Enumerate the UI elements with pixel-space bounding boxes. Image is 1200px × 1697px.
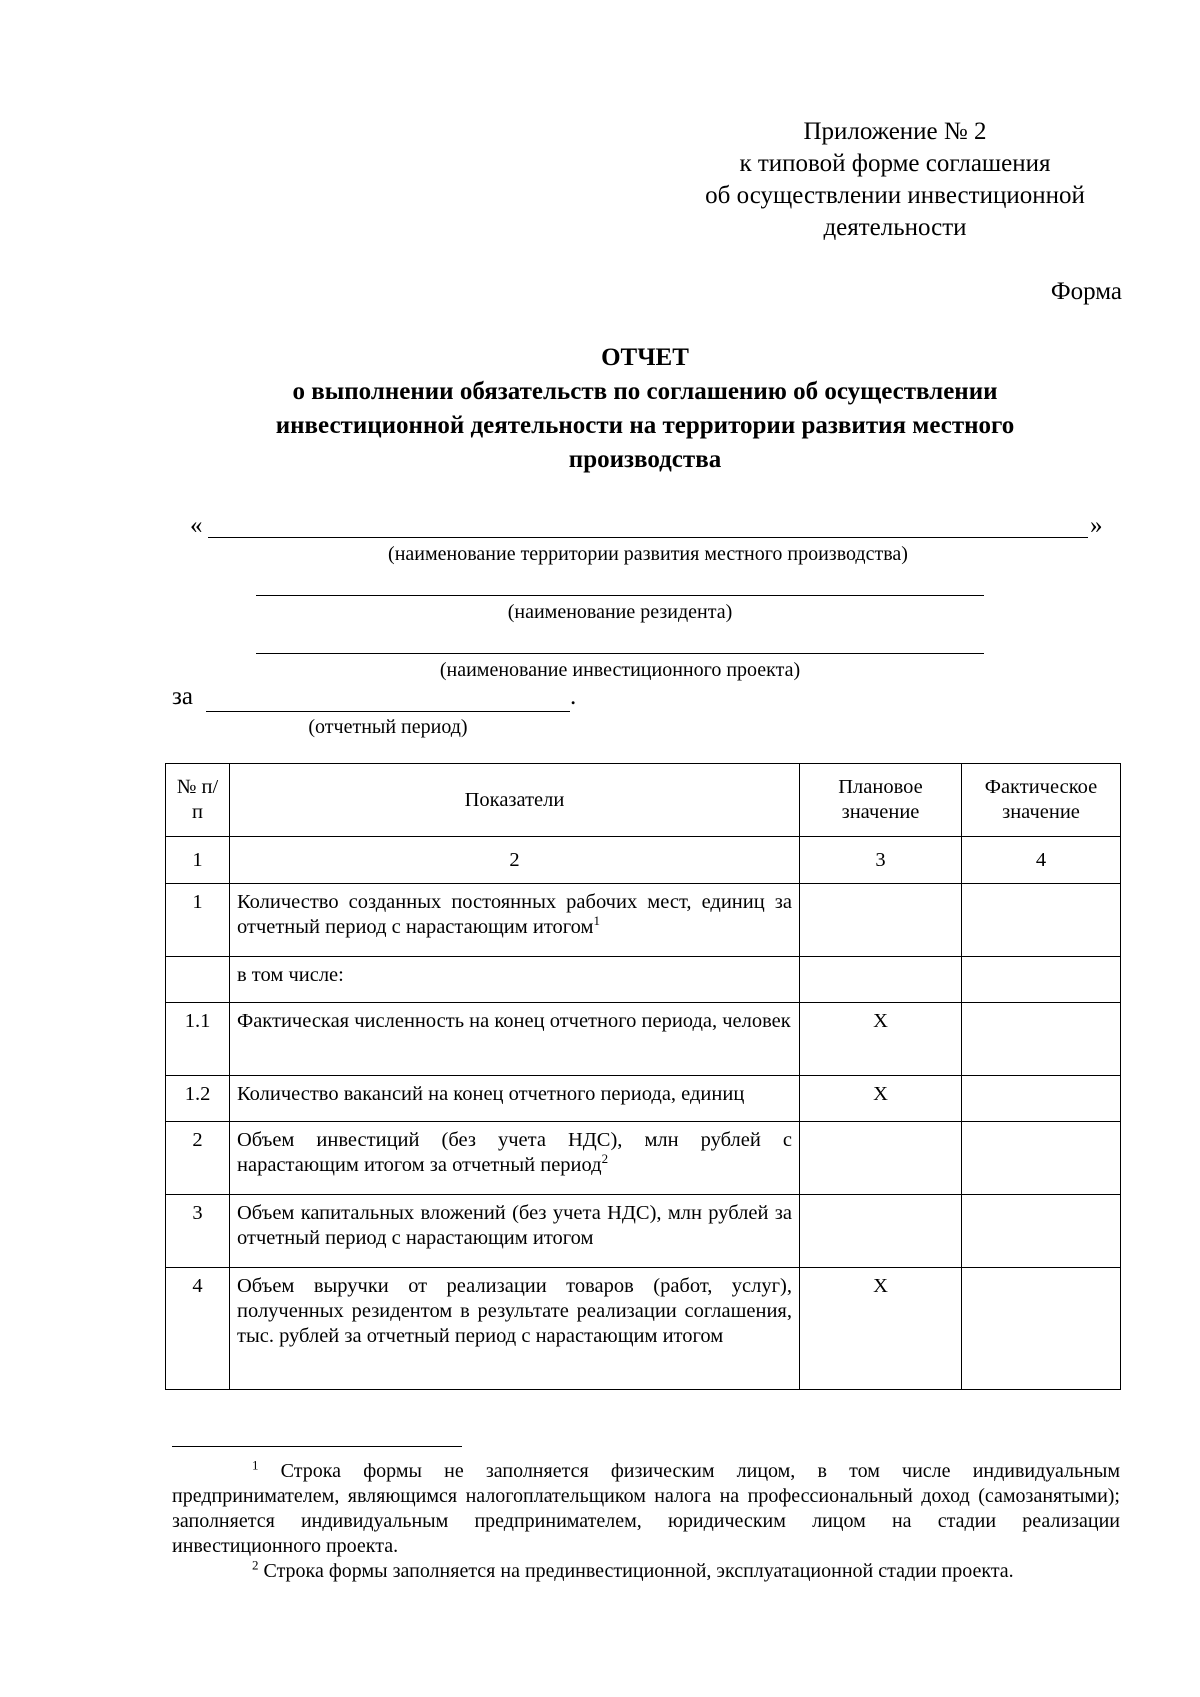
document-title (160, 341, 1130, 477)
table-row (166, 1195, 1121, 1268)
indicator-cell (230, 884, 800, 957)
resident-caption: (наименование резидента) (507, 601, 733, 623)
indicator-cell (230, 1122, 800, 1195)
header-fact: Фактическое значение (962, 764, 1121, 837)
plan-value-cell[interactable] (800, 957, 962, 1003)
plan-value-cell[interactable] (800, 1003, 962, 1076)
row-number-text: 3 (192, 1202, 203, 1224)
row-number-text: 4 (192, 1275, 203, 1297)
row-number-cell (166, 1122, 230, 1195)
title-line-2: о выполнении обязательств по соглашению об осуществлении (292, 378, 998, 405)
indicator-text: Количество созданных постоянных рабочих мест, единиц за отчетный период с нарастающим итогом (237, 891, 792, 938)
appendix-line-2: к типовой форме соглашения (739, 150, 1051, 177)
indicator-text: Объем капитальных вложений (без учета НДС), млн рублей за отчетный период с нарастающим итогом (237, 1202, 792, 1249)
row-number-text: 1.1 (184, 1010, 211, 1032)
close-quote: » (1090, 512, 1103, 539)
project-caption: (наименование инвестиционного проекта) (439, 659, 801, 681)
fact-value-cell[interactable] (962, 1003, 1121, 1076)
footnote-ref: 1 (593, 913, 601, 929)
fact-value-cell[interactable] (962, 1195, 1121, 1268)
indicator-text: Объем инвестиций (без учета НДС), млн рублей с нарастающим итогом за отчетный период (237, 1129, 792, 1176)
footnote-text: Строка формы не заполняется физическим лицом, в том числе индивидуальным предпринимателем, являющимся налогоплательщиком налога на профессиональный доход (самозанятыми); заполняется индивидуальным предпринимателем, юридическим лицом на стадии реализации инвестиционного проекта. (172, 1460, 1120, 1557)
row-number-cell (166, 1003, 230, 1076)
plan-value-text: X (873, 1010, 888, 1032)
project-name-field[interactable] (256, 626, 984, 654)
fact-value-cell[interactable] (962, 884, 1121, 957)
header-plan: Плановое значение (800, 764, 962, 837)
territory-name-field[interactable] (208, 510, 1088, 538)
row-number-cell (166, 957, 230, 1003)
row-number-cell (166, 884, 230, 957)
footnotes (172, 1459, 1120, 1584)
title-line-3: инвестиционной деятельности на территории развития местного (275, 412, 1015, 439)
column-number: 3 (800, 837, 962, 884)
footnote-2 (172, 1559, 1120, 1584)
period-suffix: . (570, 683, 577, 710)
appendix-line-4: деятельности (823, 214, 967, 241)
row-number-text: 2 (192, 1129, 203, 1151)
row-number-cell (166, 1195, 230, 1268)
indicator-text: в том числе: (237, 964, 344, 986)
table-header-row (166, 764, 1121, 837)
appendix-header (670, 116, 1120, 244)
plan-value-cell[interactable] (800, 1195, 962, 1268)
indicator-text: Фактическая численность на конец отчетного периода, человек (237, 1010, 791, 1032)
resident-name-field[interactable] (256, 568, 984, 596)
fact-value-cell[interactable] (962, 957, 1121, 1003)
footnote-1 (172, 1459, 1120, 1559)
period-prefix: за (172, 683, 193, 710)
fact-value-cell[interactable] (962, 1076, 1121, 1122)
indicator-cell (230, 1195, 800, 1268)
footnote-separator (172, 1446, 462, 1447)
column-numbers-row (166, 837, 1121, 884)
row-number-cell (166, 1076, 230, 1122)
indicator-cell (230, 957, 800, 1003)
indicator-cell (230, 1003, 800, 1076)
column-number: 2 (230, 837, 800, 884)
title-line-4: производства (568, 446, 722, 473)
table-row (166, 1003, 1121, 1076)
row-number-cell (166, 1268, 230, 1390)
table-row (166, 884, 1121, 957)
table-row (166, 1076, 1121, 1122)
header-indicator: Показатели (230, 764, 800, 837)
reporting-period-field[interactable] (206, 684, 570, 712)
row-number-text: 1.2 (184, 1083, 211, 1105)
table-row (166, 1268, 1121, 1390)
indicator-cell (230, 1268, 800, 1390)
footnote-ref: 2 (601, 1151, 609, 1167)
plan-value-cell[interactable] (800, 884, 962, 957)
footnote-mark: 1 (252, 1457, 259, 1473)
plan-value-cell[interactable] (800, 1122, 962, 1195)
row-number-text: 1 (192, 891, 203, 913)
indicator-cell (230, 1076, 800, 1122)
form-label: Форма (1050, 278, 1122, 305)
appendix-line-1: Приложение № 2 (803, 118, 987, 145)
open-quote: « (190, 512, 203, 539)
period-caption: (отчетный период) (308, 716, 468, 738)
column-number: 4 (962, 837, 1121, 884)
table-row (166, 1122, 1121, 1195)
plan-value-text: X (873, 1275, 888, 1297)
plan-value-text: X (873, 1083, 888, 1105)
plan-value-cell[interactable] (800, 1268, 962, 1390)
fact-value-cell[interactable] (962, 1268, 1121, 1390)
plan-value-cell[interactable] (800, 1076, 962, 1122)
report-table (165, 763, 1121, 1390)
appendix-line-3: об осуществлении инвестиционной (705, 182, 1085, 209)
indicator-text: Объем выручки от реализации товаров (работ, услуг), полученных резидентом в результате реализации соглашения, тыс. рублей за отчетный период с нарастающим итогом (237, 1275, 792, 1347)
table-row (166, 957, 1121, 1003)
territory-caption: (наименование территории развития местного производства) (388, 543, 908, 565)
title-line-1: ОТЧЕТ (601, 344, 689, 371)
indicator-text: Количество вакансий на конец отчетного периода, единиц (237, 1083, 745, 1105)
header-num: № п/п (166, 764, 230, 837)
fact-value-cell[interactable] (962, 1122, 1121, 1195)
column-number: 1 (166, 837, 230, 884)
footnote-text: Строка формы заполняется на прединвестиционной, эксплуатационной стадии проекта. (258, 1560, 1014, 1582)
footnote-mark: 2 (252, 1557, 259, 1573)
